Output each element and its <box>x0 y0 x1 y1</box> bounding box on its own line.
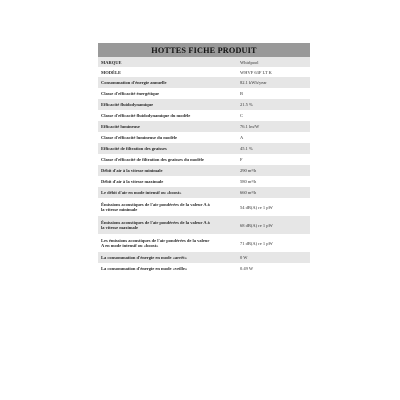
spec-value: 76.1 lm/W <box>240 124 260 129</box>
spec-row-airflow-boost <box>98 187 310 198</box>
spec-row-power-off <box>98 252 310 263</box>
spec-value: Whirlpool <box>240 59 259 65</box>
spec-label: MARQUE <box>101 59 122 65</box>
spec-row-airflow-min <box>98 165 310 176</box>
spec-value: 0.49 W <box>240 266 254 271</box>
spec-row-light-efficiency <box>98 121 310 132</box>
spec-row-model <box>98 67 310 77</box>
spec-row-energy-class <box>98 88 310 99</box>
spec-label: Efficacité de filtration des graisses <box>101 146 167 151</box>
spec-label-line: la vitesse maximale <box>101 225 138 230</box>
spec-label: Classe d'efficacité de filtration des graisses du modèle <box>101 157 204 162</box>
spec-label-line: la vitesse minimale <box>101 207 138 212</box>
spec-row-fluid-efficiency <box>98 99 310 110</box>
spec-row-fluid-class <box>98 110 310 121</box>
spec-value: 580 m³/h <box>240 179 257 184</box>
spec-value: 660 m³/h <box>240 190 257 195</box>
spec-value: 290 m³/h <box>240 168 257 173</box>
spec-label: Classe d'efficacité énergétique <box>101 91 159 96</box>
spec-row-light-class <box>98 132 310 143</box>
spec-label <box>98 238 240 248</box>
spec-label <box>98 202 240 212</box>
spec-row-power-standby <box>98 263 310 274</box>
spec-row-grease-class <box>98 154 310 165</box>
spec-value: 54 dB(A) re 1 pW <box>240 204 273 210</box>
spec-value: 68 dB(A) re 1 pW <box>240 222 273 228</box>
spec-label: Classe d'efficacité lumineuse du modèle <box>101 135 177 140</box>
spec-label-line: Les émissions acoustiques de l'air pondérées de la valeur <box>101 238 210 243</box>
spec-row-noise-min <box>98 198 310 216</box>
spec-label <box>98 220 240 230</box>
spec-table <box>98 57 310 274</box>
spec-value: WHVF 63F LT K <box>240 69 272 75</box>
spec-label: La consommation d'énergie en mode «veille» <box>101 266 188 271</box>
spec-value: 82.1 kWh/year <box>240 80 267 85</box>
spec-value: 45.1 % <box>240 146 253 151</box>
product-sheet <box>98 43 310 274</box>
spec-row-grease-efficiency <box>98 143 310 154</box>
spec-label: MODÈLE <box>101 69 122 75</box>
spec-label-line: Émissions acoustiques de l'air pondérées de la valeur A à <box>101 202 210 207</box>
spec-value: C <box>240 113 244 118</box>
spec-value: F <box>240 157 243 162</box>
spec-row-energy-consumption <box>98 77 310 88</box>
spec-label-line: A en mode intensif ou «boost» <box>101 243 159 248</box>
spec-label: Débit d'air à la vitesse maximale <box>101 179 164 184</box>
spec-label: Classe d'efficacité fluidodynamique du modèle <box>101 113 191 118</box>
spec-value: B <box>240 91 244 96</box>
spec-value: A <box>240 135 244 140</box>
spec-value: 0 W <box>240 255 248 260</box>
spec-value: 71 dB(A) re 1 pW <box>240 240 273 246</box>
spec-value: 21.5 % <box>240 102 253 107</box>
spec-label: Consommation d'énergie annuelle <box>101 80 167 85</box>
spec-row-airflow-max <box>98 176 310 187</box>
spec-label: Le débit d'air en mode intensif ou «boost» <box>101 190 182 195</box>
spec-label: Efficacité fluidodynamique <box>101 102 154 107</box>
spec-row-noise-boost <box>98 234 310 252</box>
spec-row-noise-max <box>98 216 310 234</box>
spec-row-brand <box>98 57 310 67</box>
spec-label: La consommation d'énergie en mode «arrêt» <box>101 255 187 260</box>
spec-label-line: Émissions acoustiques de l'air pondérées de la valeur A à <box>101 220 210 225</box>
sheet-title: HOTTES FICHE PRODUIT <box>98 43 310 57</box>
spec-label: Débit d'air à la vitesse minimale <box>101 168 163 173</box>
spec-label: Efficacité lumineuse <box>101 124 140 129</box>
